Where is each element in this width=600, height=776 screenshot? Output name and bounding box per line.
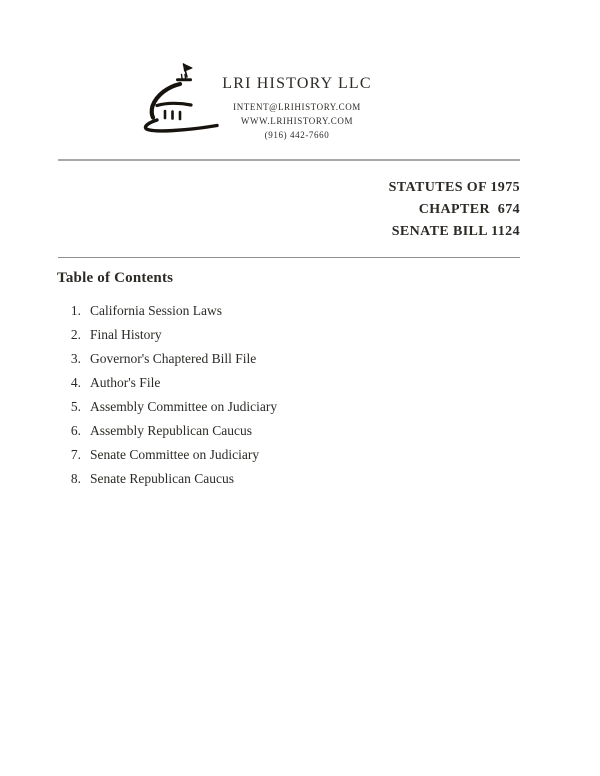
contact-email: INTENT@LRIHISTORY.COM	[233, 102, 361, 112]
toc-item	[58, 419, 277, 443]
toc-item-number	[58, 303, 81, 319]
bill-reference	[220, 177, 520, 243]
contact-phone: (916) 442-7660	[264, 130, 330, 140]
toc-item-label: Assembly Republican Caucus	[90, 423, 252, 438]
toc-item-label: Senate Republican Caucus	[90, 471, 234, 486]
divider-bottom	[58, 257, 520, 258]
toc-item-number	[58, 327, 81, 343]
divider-top	[58, 159, 520, 161]
toc-item	[58, 371, 277, 395]
toc-item-label: California Session Laws	[90, 303, 222, 318]
toc-item-label: Assembly Committee on Judiciary	[90, 399, 278, 414]
senate-bill-line: SENATE BILL 1124	[391, 224, 520, 239]
contact-website: WWW.LRIHISTORY.COM	[240, 116, 354, 126]
toc-item-label: Author's File	[90, 375, 161, 390]
toc-item-label: Senate Committee on Judiciary	[90, 447, 260, 462]
toc-item-label: Governor's Chaptered Bill File	[90, 351, 257, 366]
toc-item-number	[58, 447, 81, 463]
toc-item-number	[58, 375, 81, 391]
toc-item-label: Final History	[90, 327, 162, 342]
toc-item	[58, 467, 277, 491]
letterhead	[177, 74, 417, 142]
company-name: LRI HISTORY LLC	[222, 75, 372, 92]
toc-item-number	[58, 423, 81, 439]
toc-item	[58, 443, 277, 467]
toc-item	[58, 299, 277, 323]
toc-item-number	[58, 351, 81, 367]
toc-item	[58, 323, 277, 347]
statutes-line: STATUTES OF 1975	[388, 180, 520, 195]
toc-item	[58, 347, 277, 371]
toc-list	[58, 299, 277, 491]
chapter-line: CHAPTER 674	[418, 202, 520, 217]
toc-item-number	[58, 471, 81, 487]
toc-item	[58, 395, 277, 419]
toc-heading: Table of Contents	[57, 270, 174, 286]
toc-item-number	[58, 399, 81, 415]
